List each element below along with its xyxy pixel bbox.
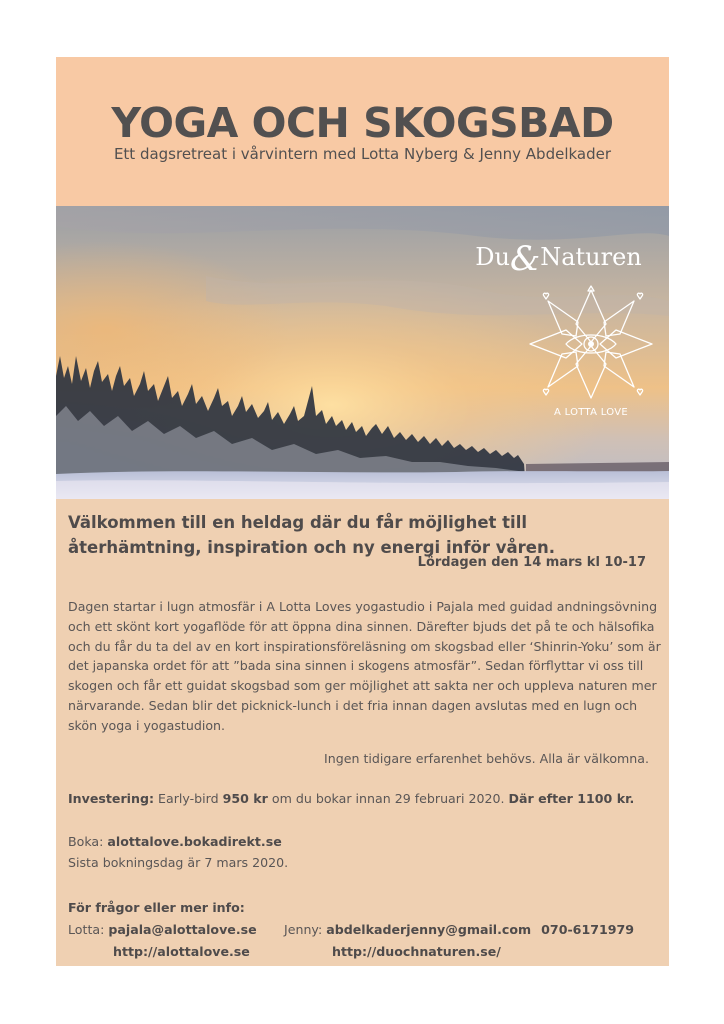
booking-label: Boka: [68, 834, 104, 849]
jenny-email[interactable]: abdelkaderjenny@gmail.com [326, 922, 532, 937]
early-bird-condition: om du bokar innan 29 februari 2020. [271, 791, 505, 806]
mandala-eye-icon [526, 284, 656, 404]
contact-block [68, 897, 635, 963]
contact-heading: För frågor eller mer info: [68, 900, 245, 915]
lotta-email[interactable]: pajala@alottalove.se [108, 922, 257, 937]
lotta-website[interactable]: http://alottalove.se [113, 944, 250, 959]
brand-naturen: Naturen [540, 243, 642, 271]
investment-label: Investering: [68, 791, 155, 806]
investment-line [68, 791, 634, 806]
poster [56, 57, 669, 966]
a-lotta-love-label: A LOTTA LOVE [553, 407, 629, 418]
description-paragraph: Dagen startar i lugn atmosfär i A Lotta Loves yogastudio i Pajala med guidad andningsövning och ett skönt kort yogaflöde för att öppna dina sinnen. Därefter bjuds det på te och hälsofika och du får du ta del av en kort inspirationsföreläsning om skogsbad eller ‘Shinrin-Yoku’ som är det japanska ordet för att ”bada sina sinnen i skogens atmosfär”. Sedan förflyttar vi oss till skogen och får ett guidat skogsbad som ger möjlighet att sakta ner och uppleva naturen mer närvarande. Sedan blir det picknick-lunch i det fria innan dagen avslutas med en lugn och skön yoga i yogastudion. [68, 599, 661, 733]
jenny-phone[interactable]: 070-6171979 [541, 922, 635, 937]
welcome-note: Ingen tidigare erfarenhet behövs. Alla är välkomna. [324, 751, 649, 766]
poster-header [56, 57, 669, 206]
regular-price: Där efter 1100 kr. [508, 791, 635, 806]
welcome-lead: Välkommen till en heldag där du får möjlighet till återhämtning, inspiration och ny energi inför våren. [68, 513, 555, 557]
booking-block [68, 831, 288, 873]
lotta-label: Lotta: [68, 922, 105, 937]
brand-ampersand: & [509, 239, 541, 279]
page-subtitle: Ett dagsretreat i vårvintern med Lotta Nyberg & Jenny Abdelkader [113, 145, 612, 163]
du-och-naturen-logo [456, 234, 661, 279]
brand-du: Du [475, 243, 510, 271]
page-title: YOGA OCH SKOGSBAD [111, 99, 614, 147]
event-date: Lördagen den 14 mars kl 10-17 [417, 555, 646, 570]
jenny-label: Jenny: [284, 922, 323, 937]
winter-forest-photo [56, 206, 669, 499]
booking-link[interactable]: alottalove.bokadirekt.se [107, 834, 282, 849]
jenny-website[interactable]: http://duochnaturen.se/ [332, 944, 501, 959]
early-bird-text: Early-bird [158, 791, 219, 806]
booking-deadline: Sista bokningsdag är 7 mars 2020. [68, 855, 289, 870]
early-bird-price: 950 kr [222, 791, 268, 806]
